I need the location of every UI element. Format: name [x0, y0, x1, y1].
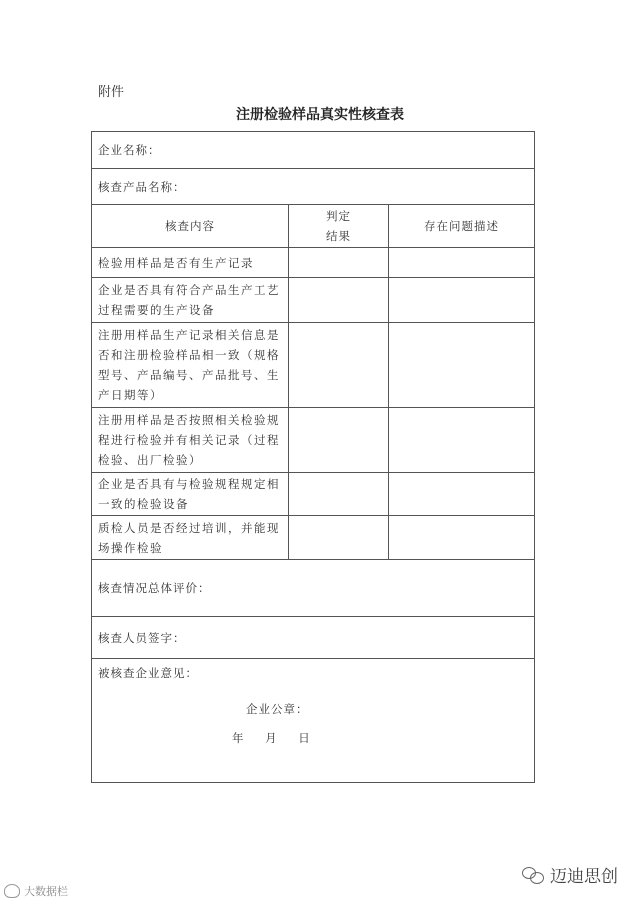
company-name-label: 企业名称： — [98, 143, 161, 157]
table-row — [92, 516, 535, 560]
check-item — [92, 408, 289, 473]
check-item-text: 否和注册检验样品相一致（规格 — [98, 348, 280, 362]
check-item-text: 过程需要的生产设备 — [98, 303, 215, 317]
judgement-cell[interactable] — [289, 248, 389, 278]
judgement-cell[interactable] — [289, 278, 389, 323]
check-item-text: 企业是否具有与检验规程规定相 — [98, 477, 280, 491]
check-item — [92, 278, 289, 323]
check-item-text: 型号、产品编号、产品批号、生 — [98, 368, 280, 382]
wechat-icon — [522, 867, 544, 883]
company-opinion-row — [92, 659, 535, 783]
check-item — [92, 516, 289, 560]
judgement-cell[interactable] — [289, 408, 389, 473]
product-name-label: 核查产品名称： — [98, 179, 186, 194]
check-item — [92, 473, 289, 516]
check-item-text: 企业是否具有符合产品生产工艺 — [98, 283, 280, 297]
check-item-text: 程进行检验并有相关记录（过程 — [98, 433, 280, 447]
watermark-text: 大数据栏 — [24, 885, 68, 898]
problem-cell[interactable] — [389, 516, 535, 560]
table-row — [92, 323, 535, 408]
check-item-text: 注册用样品生产记录相关信息是 — [98, 328, 280, 342]
inspector-sign-row — [92, 617, 535, 659]
company-seal-label: 企业公章： — [246, 702, 309, 716]
problem-cell[interactable] — [389, 323, 535, 408]
check-item-text: 产日期等） — [98, 388, 163, 402]
check-item-text: 质检人员是否经过培训，并能现 — [98, 520, 280, 535]
problem-column-header: 存在问题描述 — [389, 205, 535, 248]
judgement-cell[interactable] — [289, 473, 389, 516]
attachment-label: 附件 — [98, 85, 125, 100]
judgement-header-line2: 结果 — [326, 229, 351, 243]
column-header-row — [92, 205, 535, 248]
company-name-field[interactable] — [92, 132, 535, 169]
overall-eval-field[interactable] — [92, 560, 535, 617]
date-line: 年 月 日 — [232, 731, 310, 745]
company-opinion-field[interactable] — [92, 659, 535, 783]
table-row — [92, 248, 535, 278]
check-item-text: 场操作检验 — [98, 540, 163, 555]
product-name-field[interactable] — [92, 169, 535, 205]
judgement-column-header — [289, 205, 389, 248]
product-name-row — [92, 169, 535, 205]
table-row — [92, 408, 535, 473]
page-title: 注册检验样品真实性核查表 — [236, 107, 404, 123]
check-item-text: 注册用样品是否按照相关检验规 — [98, 413, 280, 427]
problem-cell[interactable] — [389, 248, 535, 278]
weibo-icon — [4, 884, 20, 898]
company-name-row — [92, 132, 535, 169]
table-row — [92, 473, 535, 516]
judgement-cell[interactable] — [289, 323, 389, 408]
problem-cell[interactable] — [389, 278, 535, 323]
company-opinion-label: 被核查企业意见： — [98, 666, 198, 680]
inspector-sign-label: 核查人员签字： — [98, 630, 186, 645]
problem-cell[interactable] — [389, 408, 535, 473]
footer-brand — [522, 862, 618, 887]
judgement-header-line1: 判定 — [326, 209, 351, 223]
check-item — [92, 248, 289, 278]
check-item-text: 检验用样品是否有生产记录 — [98, 255, 254, 270]
check-item-text: 检验、出厂检验） — [98, 453, 202, 467]
content-column-header: 核查内容 — [92, 205, 289, 248]
check-item — [92, 323, 289, 408]
overall-eval-label: 核查情况总体评价： — [98, 581, 211, 595]
problem-cell[interactable] — [389, 473, 535, 516]
overall-eval-row — [92, 560, 535, 617]
check-item-text: 一致的检验设备 — [98, 497, 189, 511]
verification-form — [91, 131, 535, 783]
judgement-cell[interactable] — [289, 516, 389, 560]
table-row — [92, 278, 535, 323]
footer-watermark — [4, 883, 68, 899]
inspector-sign-field[interactable] — [92, 617, 535, 659]
brand-name: 迈迪思创 — [550, 867, 618, 887]
